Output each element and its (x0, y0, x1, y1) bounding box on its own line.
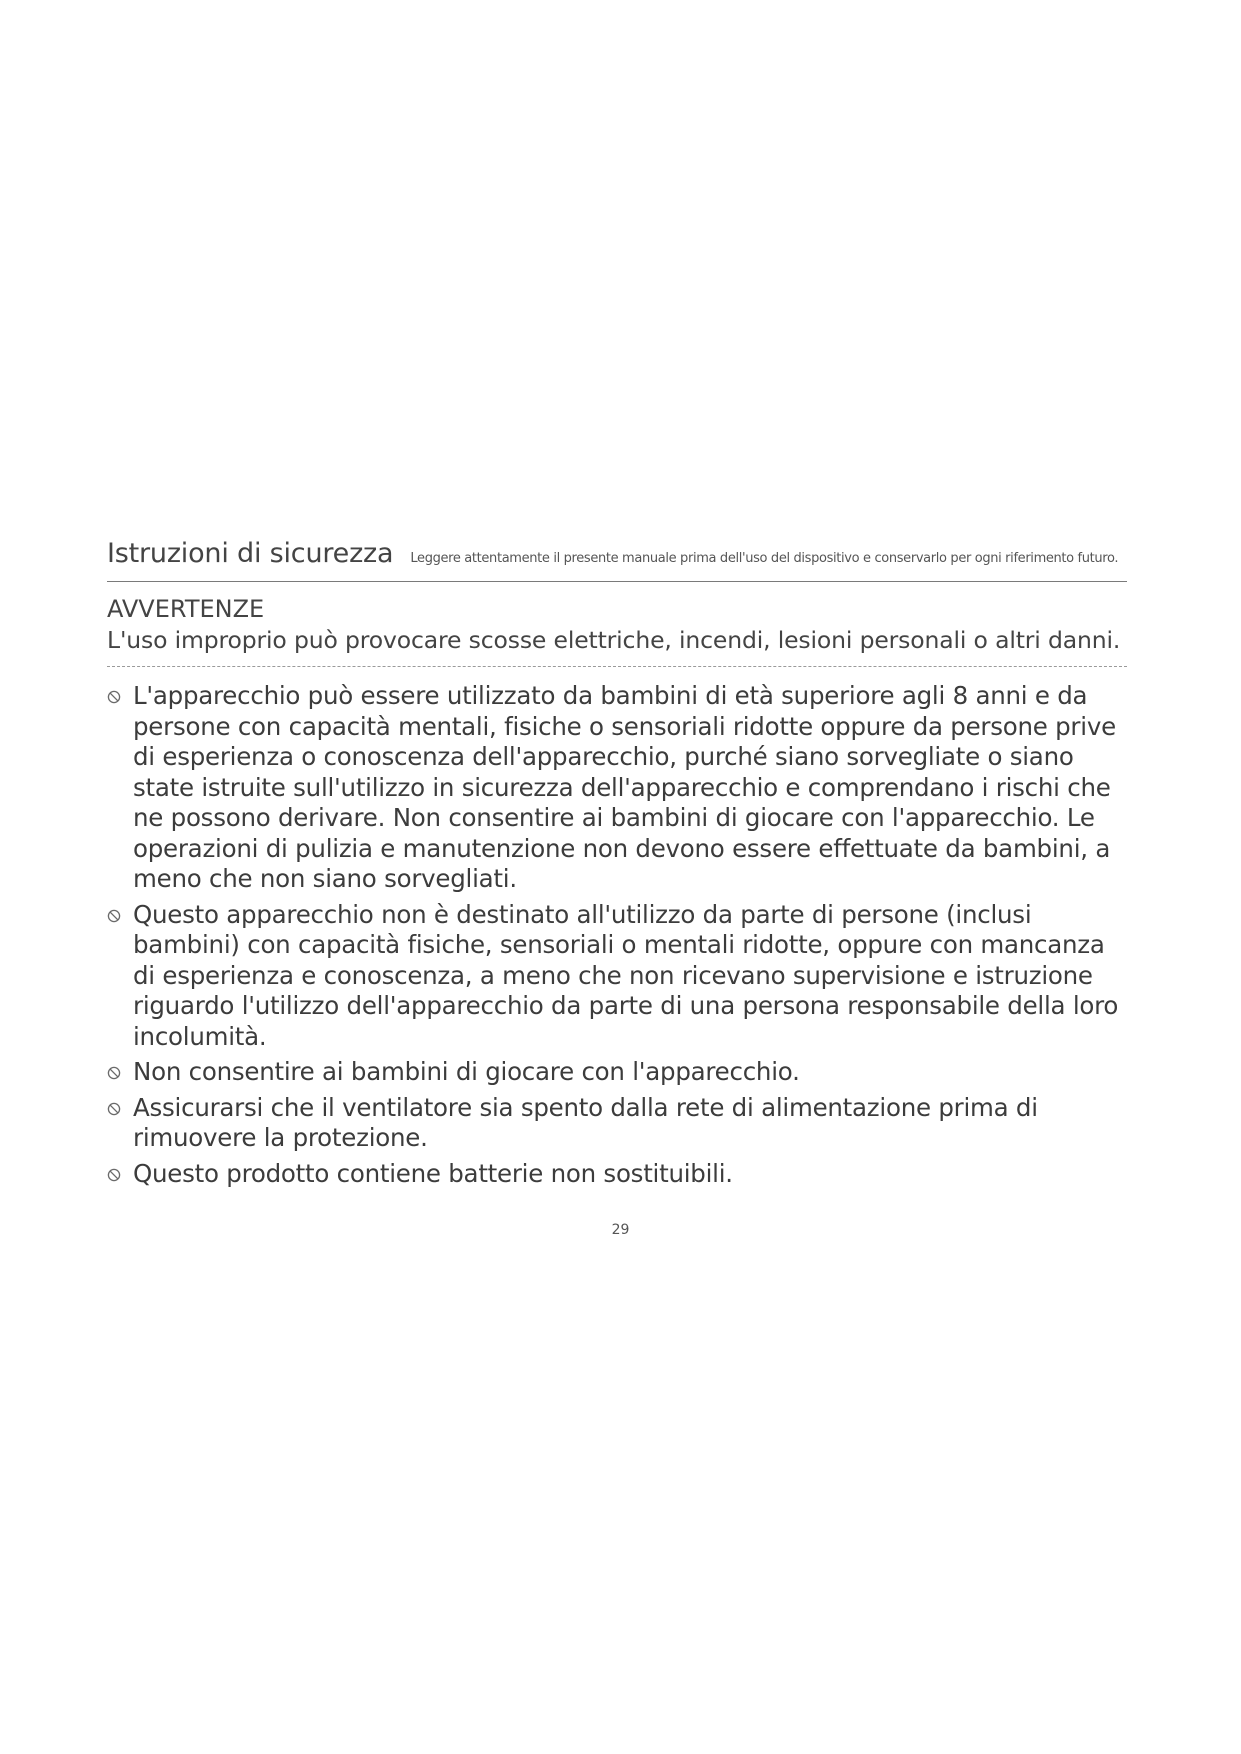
section-subtitle: Leggere attentamente il presente manuale prima dell'uso del dispositivo e conservarlo per ogni riferimento futuro. (410, 551, 1119, 566)
prohibited-icon (107, 909, 121, 923)
safety-list (107, 681, 1127, 1189)
section-header (107, 538, 1127, 569)
prohibited-icon (107, 690, 121, 704)
warning-text: L'uso improprio può provocare scosse elettriche, incendi, lesioni personali o altri danni. (107, 626, 1121, 654)
safety-item-text: Assicurarsi che il ventilatore sia spento dalla rete di alimentazione prima di rimuovere la protezione. (133, 1092, 1038, 1152)
safety-item-text: Questo apparecchio non è destinato all'utilizzo da parte di persone (inclusi bambini) con capacità fisiche, sensoriali o mentali ridotte, oppure con mancanza di esperienza e conoscenza, a meno che non ricevano supervisione e istruzione riguardo l'utilizzo dell'apparecchio da parte di una persona responsabile della loro incolumità. (133, 899, 1119, 1051)
safety-item-text: L'apparecchio può essere utilizzato da bambini di età superiore agli 8 anni e da persone con capacità mentali, fisiche o sensoriali ridotte oppure da persone prive di esperienza o conoscenza dell'apparecchio, purché siano sorvegliate o siano state istruite sull'utilizzo in sicurezza dell'apparecchio e comprendano i rischi che ne possono derivare. Non consentire ai bambini di giocare con l'apparecchio. Le operazioni di pulizia e manutenzione non devono essere effettuate da bambini, a meno che non siano sorvegliati. (133, 681, 1116, 893)
manual-page (107, 538, 1127, 1194)
safety-item-text: Non consentire ai bambini di giocare con l'apparecchio. (133, 1057, 800, 1086)
prohibited-icon (107, 1168, 121, 1182)
prohibited-icon (107, 1102, 121, 1116)
warning-heading: AVVERTENZE (107, 595, 265, 623)
safety-item-text: Questo prodotto contiene batterie non sostituibili. (133, 1158, 733, 1188)
page-number: 29 (611, 1222, 630, 1238)
section-title: Istruzioni di sicurezza (107, 538, 394, 569)
header-divider (107, 581, 1127, 582)
warning-divider (107, 666, 1127, 667)
safety-item (107, 1159, 1127, 1190)
safety-item (107, 900, 1127, 1053)
safety-item (107, 681, 1127, 895)
safety-item (107, 1093, 1127, 1154)
safety-item (107, 1057, 1127, 1088)
prohibited-icon (107, 1066, 121, 1080)
